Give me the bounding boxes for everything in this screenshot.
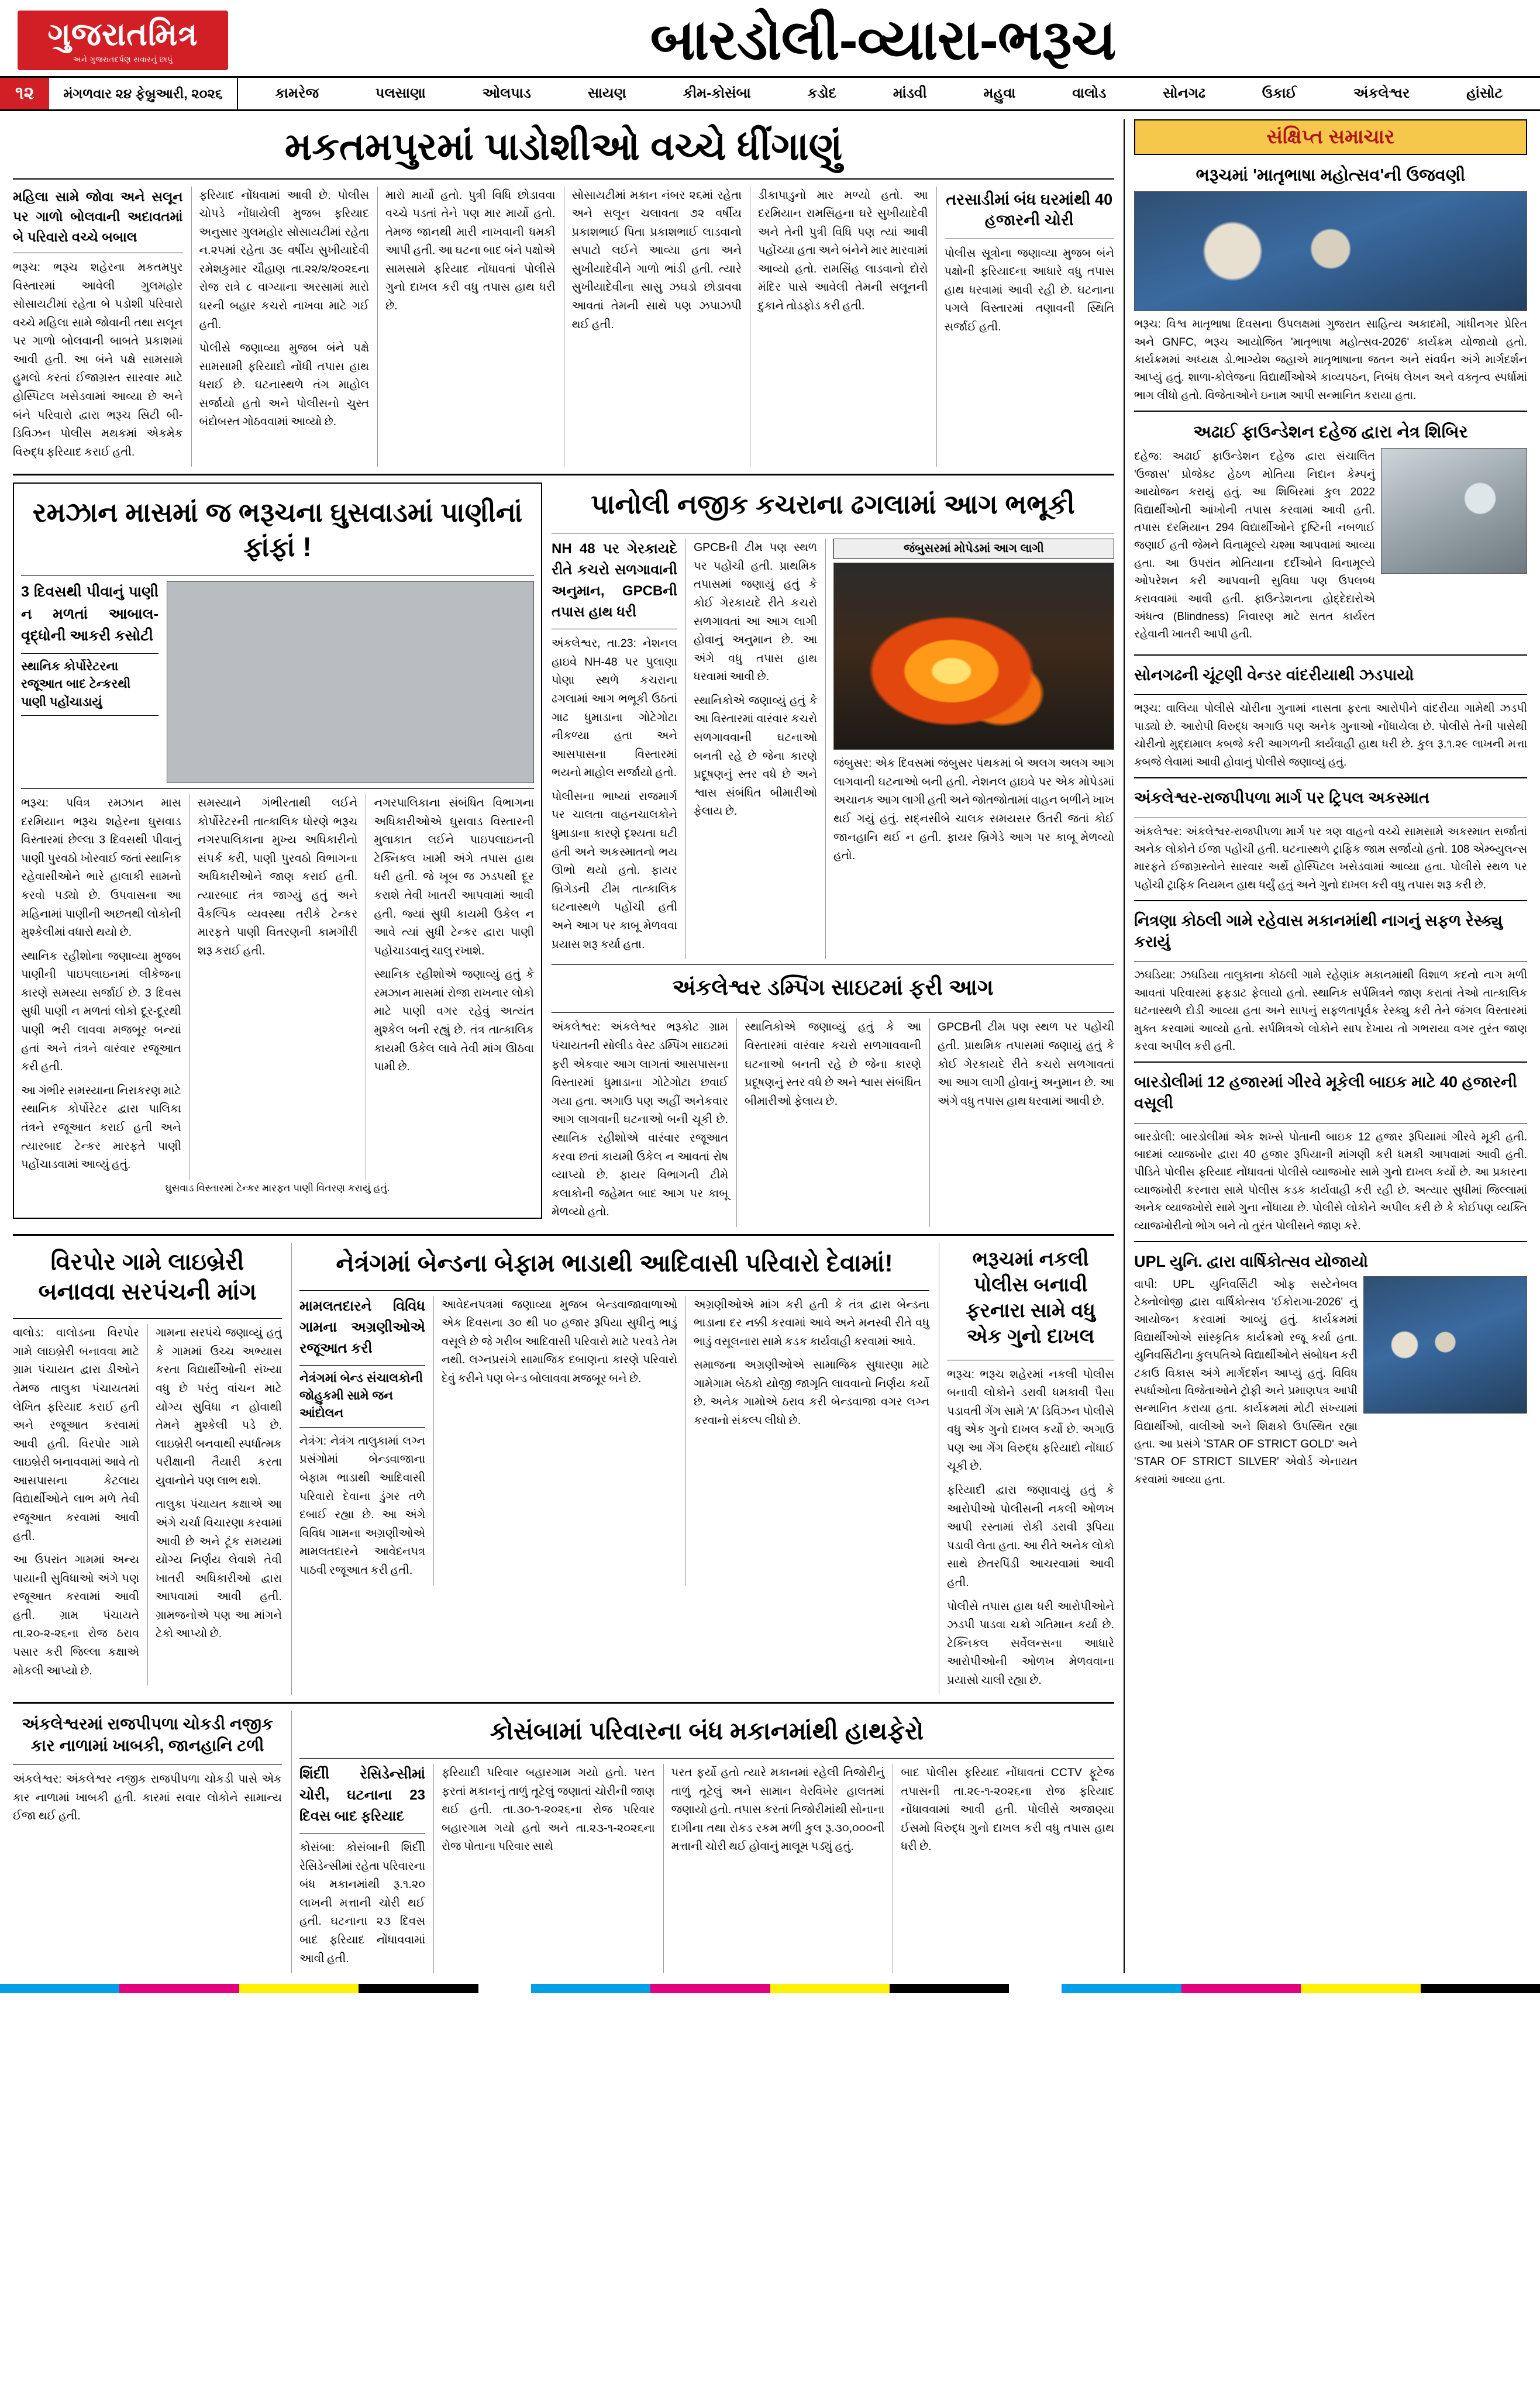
article-lead-story: [13, 119, 1114, 467]
band-para: આવેદનપત્રમાં જણાવ્યા મુજબ બેન્ડવાજાવાળાઓ એક દિવસના ૩૦ થી ૫૦ હજાર રૂપિયા સુધીનું ભાડું વસૂલે છે જે ગરીબ આદિવાસી પરિવારો માટે પરવડે તેમ નથી. લગ્નપ્રસંગે સામાજિક દબાણના કારણે પરિવારો દેવું કરીને પણ બેન્ડ બોલાવવા મજબૂર બને છે.: [442, 1298, 677, 1385]
band-col-3: [685, 1296, 929, 1586]
color-swatch: [0, 1984, 119, 1993]
masthead: [0, 0, 1540, 78]
place-item: સાયણ: [587, 85, 626, 101]
article-garbage-fire: [552, 482, 1114, 1226]
brief-news-rail: [1124, 119, 1527, 1973]
water-photo: [167, 581, 534, 783]
rail-item-body: બારડોલી: બારડોલીમાં એક શખ્સે પોતાની બાઇક 12 હજાર રૂપિયામાં ગીરવે મૂકી હતી. બાદમાં વ્યાજખોર દ્વારા 40 હજાર રૂપિયાની માંગણી કરી ધમકી આપવામાં આવી હતી. પીડિતે પોલીસ ફરિયાદ નોંધાવતાં પોલીસે વ્યાજખોર સામે ગુનો દાખલ કર્યો છે. આ પ્રકારના વ્યાજખોરી કરનારા સામે પોલીસ કડક કાર્યવાહી કરી રહી છે. અત્યાર સુધીમાં જિલ્લામાં અનેક વ્યાજખોરો સામે ગુના નોંધાયા છે. પોલીસે લોકોને અપીલ કરી છે કે કોઈપણ વ્યક્તિ વ્યાજખોરીનો ભોગ બને તો તુરંત પોલીસને જાણ કરે.: [1134, 1131, 1527, 1232]
fire-inset-caption: જંબુસરમાં મોપેડમાં આગ લાગી: [833, 539, 1114, 559]
kosamba-kicker: શિંદીી રેસિડેન્સીમાં ચોરી, ઘટનાના 23 દિવસ બાદ ફરિયાદ: [299, 1766, 425, 1825]
fourth-row: [13, 1711, 1114, 1973]
band-col-2: [433, 1296, 677, 1586]
color-swatch: [531, 1984, 650, 1993]
article-car-accident: [13, 1711, 282, 1973]
rail-item-photo: [1134, 191, 1527, 311]
ankleshwar-fire-para: અંકલેશ્વર: અંકલેશ્વર ભરૂકોટ ગ્રામ પંચાયતની સોલીડ વેસ્ટ ડમ્પિંગ સાઇટમાં ફરી એકવાર આગ લાગતાં આસપાસના વિસ્તારમાં ધુમાડાના ગોટેગોટા છવાઈ ગયા હતા. અગાઉ પણ અહીં અનેકવાર આગ લાગવાની ઘટનાઓ બની ચૂકી છે. સ્થાનિક રહીશોએ વારંવાર રજૂઆત કરવા છતાં કાયમી ઉકેલ ન આવતાં રોષ વ્યાપ્યો છે. ફાયર વિભાગની ટીમે કલાકોની જહેમત બાદ આગ પર કાબૂ મેળવ્યો હતો.: [552, 1021, 728, 1219]
kosamba-para: ફરિયાદી પરિવાર બહારગામ ગયો હતો. પરત ફરતાં મકાનનું તાળું તૂટેલું જણાતાં ચોરીની જાણ થઈ હતી. તા.૩૦-૧-૨૦૨૬ના રોજ પરિવાર બહારગામ ગયો હતો અને તા.૨૩-૧-૨૦૨૬ના રોજ પોતાના પરિવાર સાથે: [442, 1766, 655, 1853]
fire-para: પોલીસના ભાષ્યાં રાજમાર્ગ પર ચાલતા વાહનચાલકોને ધુમાડાના કારણે દૃશ્યતા ઘટી હતી અને અકસ્માતનો ભય ઊભો થયો હતો. ફાયર બ્રિગેડની ટીમ તાત્કાલિક ઘટનાસ્થળે પહોંચી હતી અને આગ પર કાબૂ મેળવવા પ્રયાસ શરૂ કર્યા હતા.: [552, 790, 677, 951]
lead-col-1: [13, 187, 183, 467]
rail-item-photo: [1363, 1276, 1527, 1414]
article-water-shortage: [13, 482, 542, 1218]
article-library: [13, 1243, 282, 1695]
library-para: તાલુકા પંચાયત કક્ષાએ આ અંગે ચર્ચા વિચારણા કરવામાં આવી છે અને ટૂંક સમયમાં યોગ્ય નિર્ણય લેવાશે તેવી ખાતરી અધિકારીઓ દ્વારા આપવામાં આવી હતી. ગ્રામજનોએ પણ આ માંગને ટેકો આપ્યો છે.: [156, 1498, 282, 1640]
place-item: વાલોડ: [1072, 85, 1107, 101]
place-item: હાંસોટ: [1466, 85, 1503, 101]
rail-item-body: ભરૂચ: વિશ્વ માતૃભાષા દિવસના ઉપલક્ષમાં ગુજરાત સાહિત્ય અકાદમી, ગાંધીનગર પ્રેરિત અને GNFC, ભરૂચ આયોજિત 'માતૃભાષા મહોત્સવ-2026' કાર્યક્રમ યોજાયો હતો. કાર્યક્રમમાં અધ્યક્ષ ડો.ભાગ્યેશ જહાએ માતૃભાષાના જતન અને સંવર્ધન અંગે માર્ગદર્શન આપ્યું હતું. શાળા-કોલેજના વિદ્યાર્થીઓએ કાવ્યપઠન, નિબંધ લેખન અને વક્તૃત્વ સ્પર્ધામાં ભાગ લીધો હતો. વિજેતાઓને ઇનામ આપી સન્માનિત કરાયા હતા.: [1134, 318, 1527, 402]
rail-item-headline: સોનગઢની ચૂંટણી વેન્ડર વાંદરીયાથી ઝડપાયો: [1134, 666, 1414, 684]
info-bar: [0, 78, 1540, 111]
library-para: વાલોડ: વાલોડના વિરપોર ગામે લાઇબ્રેરી બનાવવા માટે ગ્રામ પંચાયત દ્વારા ડીઓને તેમજ તાલુકા પંચાયતમાં લેખિત ફરિયાદ કરાઈ હતી અને રજૂઆત કરવામાં આવી હતી. વિરપોર ગામે લાઇબ્રેરી બનાવવામાં આવે તો આસપાસના કેટલાય વિદ્યાર્થીઓને લાભ મળે તેવી રજૂઆત કરવામાં આવી હતી.: [13, 1326, 139, 1543]
kosamba-col-4: [893, 1764, 1114, 1973]
library-col-2: [147, 1324, 282, 1686]
kosamba-col-3: [663, 1764, 885, 1973]
rail-banner: સંક્ષિપ્ત સમાચાર: [1134, 119, 1527, 155]
band-para: સમાજના અગ્રણીઓએ સામાજિક સુધારણા માટે ગામેગામ બેઠકો યોજી જાગૃતિ લાવવાનો નિર્ણય કર્યો છે. અનેક ગામોએ ઠરાવ કરી બેન્ડવાજા વગર લગ્ન કરવાનો સંકલ્પ લીધો છે.: [694, 1359, 929, 1428]
lead-para: ફરિયાદ નોંધવામાં આવી છે. પોલીસ ચોપડે નોંધાયેલી મુજબ ફરિયાદ અનુસાર ગુલમહોર સોસાયટીમાં રહેતા ન.૨૫માં રહેતા ૩૯ વર્ષીય સુખીયાદેવી રમેશકુમાર ચૌહાણ તા.૨૨/૨/૨૦૨૬ના રોજ રાત્રે ૮ વાગ્યાના અરસામાં મારો ઘરની બહાર કચરો નાખવા માટે ગઈ હતી.: [199, 188, 369, 331]
rail-item-headline: અંકલેશ્વર-રાજપીપળા માર્ગ પર ટ્રિપલ અકસ્માત: [1134, 788, 1429, 807]
band-kicker: મામલતદારને વિવિધ ગામના અગ્રણીઓએ રજૂઆત કરી: [299, 1298, 425, 1356]
fake-police-para: પોલીસે તપાસ હાથ ધરી આરોપીઓને ઝડપી પાડવા ચક્રો ગતિમાન કર્યા છે. ટેક્નિકલ સર્વેલન્સના આધારે આરોપીઓની ઓળખ મેળવવાના પ્રયાસો ચાલી રહ્યા છે.: [947, 1600, 1114, 1687]
lead-col-3: [377, 187, 556, 467]
color-swatch: [1301, 1984, 1420, 1993]
place-item: પલસાણા: [375, 85, 426, 101]
fire-para: જંબુસર: એક દિવસમાં જંબુસર પંથકમાં બે અલગ અલગ આગ લાગવાની ઘટનાઓ બની હતી. નેશનલ હાઇવે પર એક મોપેડમાં અચાનક આગ લાગી હતી અને જોતજોતામાં વાહન બળીને ખાખ થઈ ગયું હતું. સદ્નસીબે ચાલક સમયસર ઉતરી જતાં કોઈ જાનહાનિ થઈ ન હતી. ફાયર બ્રિગેડે આગ પર કાબૂ મેળવ્યો હતો.: [833, 757, 1114, 863]
ankleshwar-fire-col-3: [929, 1018, 1114, 1226]
water-para: સ્થાનિક રહીશોના જણાવ્યા મુજબ પાણીની પાઇપલાઇનમાં લીકેજના કારણે સમસ્યા સર્જાઈ છે. 3 દિવસ સુધી પાણી ન મળતાં લોકો દૂર-દૂરથી પાણી ભરી લાવવા મજબૂર બન્યાં હતાં અને તંત્રને વારંવાર રજૂઆત કરી હતી.: [21, 949, 181, 1074]
water-para: સ્થાનિક રહીશોએ જણાવ્યું હતું કે રમઝાન માસમાં રોજા રાખનાર લોકો માટે પાણી વગર રહેવું અત્યંત મુશ્કેલ બની રહ્યું છે. તંત્ર તાત્કાલિક કાયમી ઉકેલ લાવે તેવી માંગ ઊઠવા પામી છે.: [374, 968, 535, 1074]
place-item: કડોદ: [807, 85, 837, 101]
edition-places: [238, 78, 1540, 109]
band-col-kicker: [299, 1296, 425, 1586]
water-photo-wrap: [167, 581, 534, 783]
fire-headline: પાનોલી નજીક કચરાના ઢગલામાં આગ ભભૂકી: [591, 489, 1075, 520]
color-gap: [1009, 1984, 1062, 1993]
color-swatch: [239, 1984, 359, 1993]
water-para: નગરપાલિકાના સંબંધિત વિભાગના અધિકારીઓએ ઘુસવાડ વિસ્તારની મુલાકાત લઈને પાઇપલાઇનની ટેક્નિકલ ખામી અંગે તપાસ હાથ ધરી હતી. જે ખૂબ જ ઝડપથી દૂર કરાશે તેવી ખાતરી આપવામાં આવી હતી. જ્યાં સુધી કાયમી ઉકેલ ન આવે ત્યાં સુધી ટેન્કર દ્વારા પાણી પહોંચાડવાનું ચાલુ રખાશે.: [374, 797, 535, 957]
library-col-1: [13, 1324, 139, 1686]
rail-item-headline: અઢાઈ ફાઉન્ડેશન દહેજ દ્વારા નેત્ર શિબિર: [1193, 423, 1468, 442]
color-swatch: [359, 1984, 478, 1993]
rail-item: [1134, 1069, 1527, 1235]
rail-item: [1134, 1248, 1527, 1494]
rail-item-body: વાપી: UPL યુનિવર્સિટી ઓફ સસ્ટેનેબલ ટેક્નોલોજી દ્વારા વાર્ષિકોત્સવ 'ઈકોરાગા-2026' નું આયોજન કરવામાં આવ્યું હતું. કાર્યક્રમમાં વિદ્યાર્થીઓએ સાંસ્કૃતિક કાર્યક્રમો રજૂ કર્યા હતા. યુનિવર્સિટીના કુલપતિએ વિદ્યાર્થીઓને સંબોધન કરી ટકાઉ વિકાસ અંગે માર્ગદર્શન આપ્યું હતું. વિવિધ સ્પર્ધાઓના વિજેતાઓને ટ્રોફી અને પ્રમાણપત્ર આપી સન્માનિત કરાયા હતા. કાર્યક્રમમાં મોટી સંખ્યામાં વિદ્યાર્થીઓ, વાલીઓ અને શિક્ષકો ઉપસ્થિત રહ્યા હતા. આ પ્રસંગે 'STAR OF STRICT GOLD' અને 'STAR OF STRICT SILVER' એવોર્ડ એનાયત કરવામાં આવ્યા હતા.: [1134, 1278, 1358, 1486]
car-accident-headline: અંકલેશ્વરમાં રાજપીપળા ચોકડી નજીક કાર નાળામાં ખાબકી, જાનહાનિ ટળી: [22, 1715, 273, 1755]
library-headline: વિરપોર ગામે લાઇબ્રેરી બનાવવા સરપંચની માંગ: [38, 1249, 257, 1305]
rail-item-photo: [1381, 448, 1527, 574]
fire-para: અંકલેશ્વર, તા.23: નેશનલ હાઇવે NH-48 પર પુલાણા પોણા સ્થળે કચરાના ઢગલામાં આગ ભભૂકી ઉઠતાં ગાઢ ધુમાડાના ગોટેગોટા નીકળ્યા હતા અને આસપાસના વિસ્તારમાં ભયનો માહોલ સર્જાયો હતો.: [552, 637, 677, 780]
library-para: આ ઉપરાંત ગામમાં અન્ય પાયાની સુવિધાઓ અંગે પણ રજૂઆત કરવામાં આવી હતી. ગ્રામ પંચાયતે તા.૨૦-૨-૨૬ના રોજ ઠરાવ પસાર કરી જિલ્લા કક્ષાએ મોકલી આપ્યો છે.: [13, 1553, 139, 1677]
place-item: કીમ-કોસંબા: [683, 85, 751, 101]
fire-para: સ્થાનિકોએ જણાવ્યું હતું કે આ વિસ્તારમાં વારંવાર કચરો સળગાવવાની ઘટનાઓ બનતી રહે છે જેના કારણે પ્રદૂષણનું સ્તર વધે છે અને શ્વાસ સંબંધિત બીમારીઓ ફેલાય છે.: [694, 694, 817, 818]
rail-item-body: દહેજ: અઢાઈ ફાઉન્ડેશન દહેજ દ્વારા સંચાલિત 'ઉજાસ' પ્રોજેક્ટ હેઠળ મોતિયા નિદાન કેમ્પનું આયોજન કરાયું હતું. આ શિબિરમાં કુલ 2022 વિદ્યાર્થીઓની આંખોની તપાસ કરવામાં આવી હતી. તપાસ દરમિયાન 294 વિદ્યાર્થીઓને દૃષ્ટિની નબળાઈ જણાઈ હતી જેમને વિનામૂલ્યે ચશ્મા આપવામાં આવ્યા હતા. આ ઉપરાંત મોતિયાના દર્દીઓને વિનામૂલ્યે ઓપરેશન કરી આપવાની સુવિધા પણ ઉપલબ્ધ કરાવવામાં આવી હતી. ફાઉન્ડેશનના હોદ્દેદારોએ અંધત્વ (Blindness) નિવારણ માટે સતત કાર્યરત રહેવાની ખાતરી આપી હતી.: [1134, 450, 1375, 641]
fire-kicker: NH 48 પર ગેરકાયદે રીતે કચરો સળગાવાની અનુમાન, GPCBની તપાસ હાથ ધરી: [552, 541, 677, 621]
fire-photo: [833, 563, 1114, 750]
fire-col-2: [685, 539, 817, 959]
color-swatch: [890, 1984, 1009, 1993]
color-swatch: [1062, 1984, 1181, 1993]
fire-para: સ્થાનિકોએ જણાવ્યું હતું કે આ વિસ્તારમાં વારંવાર કચરો સળગાવવાની ઘટનાઓ બનતી રહે છે જેના કારણે પ્રદૂષણનું સ્તર વધે છે અને શ્વાસ સંબંધિત બીમારીઓ ફેલાય છે.: [745, 1021, 921, 1108]
rail-item-headline: ભરૂચમાં 'માતૃભાષા મહોત્સવ'ની ઉજવણી: [1196, 166, 1466, 185]
lead-para: મારો માર્યો હતો. પુત્રી વિધિ છોડાવવા વચ્ચે પડતાં તેને પણ માર માર્યો હતો. તેમજ જાનથી મારી નાખવાની ધમકી આપી હતી. આ ઘટના બાદ બંને પક્ષોએ સામસામે ફરિયાદ નોંધાવતાં પોલીસે ગુનો દાખલ કરી વધુ તપાસ હાથ ધરી છે.: [385, 188, 556, 312]
kosamba-para: પરત ફર્યો હતો ત્યારે મકાનમાં રહેલી તિજોરીનું તાળું તૂટેલું અને સામાન વેરવિખેર હાલતમાં જણાયો હતો. તપાસ કરતાં તિજોરીમાંથી સોનાના દાગીના તથા રોકડ રકમ મળી કુલ રૂ.૩૦,૦૦૦ની મત્તાની ચોરી થઈ હોવાનું માલૂમ પડ્યું હતું.: [671, 1766, 885, 1853]
water-para: ભરૂચ: પવિત્ર રમઝાન માસ દરમિયાન ભરૂચ શહેરના ઘુસવાડ વિસ્તારમાં છેલ્લા 3 દિવસથી પીવાનું પાણી પુરવઠો ખોરવાઈ જતાં સ્થાનિક રહેવાસીઓને ભારે હાલાકી સામનો કરવો પડ્યો છે. ઉપવાસના આ મહિનામાં પાણીની અછતથી લોકોની મુશ્કેલીમાં વધારો થયો છે.: [21, 797, 181, 939]
lead-kicker: મહિલા સામે જોવા અને સલૂન પર ગાળો બોલવાની અદાવતમાં બે પરિવારો વચ્ચે બબાલ: [13, 188, 183, 244]
water-col-1: [21, 581, 159, 783]
main-content: [13, 119, 1114, 1973]
car-accident-para: અંકલેશ્વર: અંકલેશ્વર નજીક રાજપીપળા ચોકડી પાસે એક કાર નાળામાં ખાબકી હતી. કારમાં સવાર લોકોને સામાન્ય ઈજા થઈ હતી.: [13, 1773, 282, 1823]
lead-col-6: [936, 187, 1115, 467]
fire-col-kicker: [552, 539, 677, 959]
rail-item: [1134, 161, 1527, 405]
third-row: [13, 1243, 1114, 1695]
rail-item: [1134, 661, 1527, 771]
kosamba-col-2: [433, 1764, 655, 1973]
lead-para: સોસાયટીમાં મકાન નંબર ૨૬માં રહેતા અને સલૂન ચલાવતા ૭૨ વર્ષીય પ્રકાશભાઈ પિતા પ્રકાશભાઈ લાડવાનો સપાટો લઈને આવ્યા હતા અને સુખીયાદેવીને ગાળો ભાંડી હતી. ત્યારે સુખીયાદેવીના સાસુ ઝઘડો છોડાવવા આવતાં તેમની સાથે પણ ઝપાઝપી થઈ હતી.: [571, 188, 742, 331]
place-item: ઓલપાડ: [482, 85, 531, 101]
page-body: [0, 111, 1540, 1973]
lead-headline: મકતમપુરમાં પાડોશીઓ વચ્ચે ધીંગાણું: [13, 119, 1114, 180]
library-para: ગામના સરપંચે જણાવ્યું હતું કે ગામમાં ઉચ્ચ અભ્યાસ કરતા વિદ્યાર્થીઓની સંખ્યા વધુ છે પરંતુ વાંચન માટે યોગ્ય સુવિધા ન હોવાથી તેમને મુશ્કેલી પડે છે. લાઇબ્રેરી બનવાથી સ્પર્ધાત્મક પરીક્ષાની તૈયારી કરતા યુવાનોને પણ લાભ થશે.: [156, 1326, 282, 1487]
rail-item-headline: UPL યુનિ. દ્વારા વાર્ષિકોત્સવ યોજાયો: [1134, 1252, 1369, 1270]
fake-police-para: ભરૂચ: ભરૂચ શહેરમાં નકલી પોલીસ બનાવી લોકોને ડરાવી ધમકાવી પૈસા પડાવતી ગેંગ સામે 'A' ડિવિઝન પોલીસે વધુ એક ગુનો દાખલ કર્યો છે. અગાઉ પણ આ ગેંગ વિરુદ્ધ ફરિયાદો નોંધાઈ ચૂકી છે.: [947, 1367, 1114, 1473]
water-note: સ્થાનિક કોર્પોરેટરના રજૂઆત બાદ ટેન્કરથી પાણી પહોંચાડાયું: [21, 653, 159, 716]
lead-para: પોલીસે જણાવ્યા મુજબ બંને પક્ષે સામસામી ફરિયાદો નોંધી તપાસ હાથ ધરાઈ છે. ઘટનાસ્થળે તંગ માહોલ સર્જાયો હતો અને પોલીસનો ચુસ્ત બંદોબસ્ત ગોઠવવામાં આવ્યો છે.: [199, 342, 369, 429]
page-number: ૧૨: [0, 78, 49, 109]
rail-item-body: ઝઘડિયા: ઝઘડિયા તાલુકાના કોઠલી ગામે રહેણાંક મકાનમાંથી વિશાળ કદનો નાગ મળી આવતાં પરિવારમાં ફફડાટ ફેલાયો હતો. સ્થાનિક સર્પમિત્રને જાણ કરાતાં તેઓ તાત્કાલિક ઘટનાસ્થળે દોડી આવ્યા હતા અને સાપનું સફળતાપૂર્વક રેસ્ક્યુ કરી તેને જંગલ વિસ્તારમાં મુક્ત કરવામાં આવ્યો હતો. સર્પમિત્રએ લોકોને સાપ દેખાય તો ગભરાયા વગર તુરંત જાણ કરવા અપીલ કરી હતી.: [1134, 969, 1527, 1053]
rail-item: [1134, 907, 1527, 1056]
rail-item-body: ભરૂચ: વાલિયા પોલીસે ચોરીના ગુનામાં નાસતા ફરતા આરોપીને વાંદરીયા ગામેથી ઝડપી પાડ્યો છે. આરોપી વિરુદ્ધ અગાઉ પણ અનેક ગુનાઓ નોંધાયેલા છે. પોલીસે તેની પાસેથી ચોરીનો મુદ્દામાલ કબજે કરી આગળની કાર્યવાહી હાથ ધરી છે. કુલ રૂ.૧.૨૯ લાખની મત્તા કબજે લેવામાં આવી હોવાનું પોલીસે જણાવ્યું હતું.: [1134, 702, 1527, 768]
logo-main-text: ગુજરાતમિત્ર: [47, 17, 198, 52]
place-item: ઉકાઈ: [1262, 85, 1297, 101]
fire-para: GPCBની ટીમ પણ સ્થળ પર પહોંચી હતી. પ્રાથમિક તપાસમાં જણાયું હતું કે કોઈ ગેરકાયદે રીતે કચરો સળગાવતાં આ આગ લાગી હોવાનું અનુમાન છે. આ અંગે વધુ તપાસ હાથ ધરવામાં આવી છે.: [938, 1021, 1114, 1108]
logo-sub-text: અને ગુજરાતદર્પણ સવારનું છાપું: [73, 55, 173, 64]
registration-color-bar: [0, 1984, 1540, 1993]
rail-item: [1134, 418, 1527, 649]
water-para: સમસ્યાને ગંભીરતાથી લઈને કોર્પોરેટરની તાત્કાલિક ધોરણે ભરૂચ નગરપાલિકાના મુખ્ય અધિકારીનો સંપર્ક કરી, પાણી પુરવઠો વિભાગના અધિકારીઓને જાણ કરાઈ હતી. ત્યારબાદ તંત્ર જાગ્યું હતું અને વૈકલ્પિક વ્યવસ્થા તરીકે ટેન્કર મારફતે પાણી વિતરણની કામગીરી શરૂ કરાઈ હતી.: [197, 797, 358, 957]
rail-item-body: અંકલેશ્વર: અંકલેશ્વર-રાજપીપળા માર્ગ પર ત્રણ વાહનો વચ્ચે સામસામે અકસ્માત સર્જાતાં અનેક લોકોને ઈજા પહોંચી હતી. ઘટનાસ્થળે ટ્રાફિક જામ સર્જાયો હતો. 108 એમ્બ્યુલન્સ મારફતે ઈજાગ્રસ્તોને સારવાર અર્થે હોસ્પિટલ ખસેડવામાં આવ્યા હતા. પોલીસે સ્થળ પર પહોંચી ટ્રાફિક નિયમન હાથ ધર્યું હતું અને ગુનો દાખલ કરી વધુ તપાસ શરૂ કરી છે.: [1134, 825, 1527, 891]
color-swatch: [770, 1984, 890, 1993]
water-photo-caption: ઘુસવાડ વિસ્તારમાં ટેન્કર મારફત પાણી વિતરણ કરાયું હતું.: [165, 1182, 390, 1194]
lead-col-5: [750, 187, 928, 467]
lead-columns: [13, 187, 1114, 467]
water-body-col-2: [190, 794, 358, 1180]
lead-para: ભરૂચ: ભરૂચ શહેરના મકતમપુર વિસ્તારમાં આવેલી ગુલમહોર સોસાયટીમાં રહેતા બે પડોશી પરિવારો વચ્ચે મહિલા સામે જોવાની તથા સલૂન પર ગાળો બોલવાની બાબતે પ્રકાશમાં આવી હતી. આ બંને પક્ષે સામસામે હુમલો કરતાં ઈજાગ્રસ્ત સારવાર માટે હોસ્પિટલ ખસેડવામાં આવ્યા છે અને બંને પરિવારો દ્વારા ભરૂચ સિટી બી-ડિવિઝન પોલીસ મથકમાં એકમેક વિરુદ્ધ ફરિયાદ કરાઈ હતી.: [13, 261, 183, 459]
kosamba-headline: કોસંબામાં પરિવારના બંધ મકાનમાંથી હાથફેરો: [490, 1717, 924, 1745]
water-headline: રમઝાન માસમાં જ ભરૂચના ઘુસવાડમાં પાણીનાં ફાંફાં !: [32, 497, 523, 563]
place-item: કામરેજ: [275, 85, 319, 101]
water-body-col-3: [366, 794, 534, 1180]
color-gap: [478, 1984, 531, 1993]
fire-para: GPCBની ટીમ પણ સ્થળ પર પહોંચી હતી. પ્રાથમિક તપાસમાં જણાયું હતું કે કોઈ ગેરકાયદે રીતે કચરો સળગાવતાં આ આગ લાગી હોવાનું અનુમાન છે. આ અંગે વધુ તપાસ હાથ ધરવામાં આવી છે.: [694, 541, 817, 684]
lead-col-4: [564, 187, 742, 467]
rail-item: [1134, 784, 1527, 894]
place-item: મહુવા: [983, 85, 1016, 101]
water-kicker: 3 દિવસથી પીવાનું પાણી ન મળતાં આબાલ-વૃદ્ધોની આકરી કસોટી: [21, 584, 159, 644]
place-item: અંકલેશ્વર: [1353, 85, 1410, 101]
fire-photo-col: [825, 539, 1114, 959]
place-item: માંડવી: [893, 85, 927, 101]
fake-police-headline: ભરૂચમાં નકલી પોલીસ બનાવી ફરનારા સામે વધુ એક ગુનો દાખલ: [966, 1247, 1095, 1348]
article-kosamba-theft: [291, 1711, 1114, 1973]
band-headline: નેત્રંગમાં બેન્ડના બેફામ ભાડાથી આદિવાસી પરિવારો દેવામાં!: [336, 1249, 893, 1277]
publication-logo: [18, 11, 228, 70]
dateline: મંગળવાર ૨૪ ફેબ્રુઆરી, ૨૦૨૬: [49, 78, 238, 109]
color-swatch: [1181, 1984, 1301, 1993]
color-swatch: [650, 1984, 770, 1993]
rail-item-headline: નિત્રણા કોઠલી ગામે રહેવાસ મકાનમાંથી નાગનું સફળ રેસ્ક્યુ કરાયું: [1134, 912, 1503, 950]
kosamba-para: કોસંબા: કોસંબાની શિંદીી રેસિડેન્સીમાં રહેતા પરિવારના બંધ મકાનમાંથી રૂ.૧.૨૦ લાખની મત્તાની ચોરી થઈ હતી. ઘટનાના ૨૩ દિવસ બાદ ફરિયાદ નોંધાવવામાં આવી હતી.: [299, 1841, 425, 1965]
article-band-rent: [291, 1243, 929, 1695]
theft-kicker: તરસાડીમાં બંધ ઘરમાંથી 40 હજારની ચોરી: [946, 190, 1113, 229]
color-swatch: [119, 1984, 239, 1993]
band-para: નેત્રંગ: નેત્રંગ તાલુકામાં લગ્ન પ્રસંગોમાં બેન્ડવાજાના બેફામ ભાડાથી આદિવાસી પરિવારો દેવાના ડુંગર તળે દબાઈ રહ્યા છે. આ અંગે વિવિધ ગામના અગ્રણીઓએ મામલતદારને આવેદનપત્ર પાઠવી રજૂઆત કરી હતી.: [299, 1434, 425, 1577]
fake-police-para: ફરિયાદી દ્વારા જણાવાયું હતું કે આરોપીઓ પોલીસની નકલી ઓળખ આપી રસ્તામાં રોકી ડરાવી રૂપિયા પડાવી લેતા હતા. આ રીતે અનેક લોકો સાથે છેતરપિંડી આચરવામાં આવી હતી.: [947, 1484, 1114, 1589]
band-note: નેત્રંગમાં બેન્ડ સંચાલકોની જોહુકમી સામે જન આંદોલન: [299, 1365, 425, 1428]
lead-para: ડીકાપાડુનો માર મળ્યો હતો. આ દરમિયાન રામસિંહના ઘરે સુખીયાદેવી અને તેની પુત્રી વિધિ પણ ત્યાં આવી પહોંચ્યા હતા અને બંનેને માર મારવામાં આવ્યો હતો. રામસિંહ લાડવાનો દોરો મંદિર પાસે આવેલી તેમની સલૂનની દુકાને તોડફોડ કરી હતી.: [758, 188, 928, 312]
second-row: [13, 482, 1114, 1226]
place-item: સોનગઢ: [1163, 85, 1205, 101]
water-body-col-1: [21, 794, 181, 1180]
article-fake-police: [939, 1243, 1114, 1695]
kosamba-col-kicker: [299, 1764, 425, 1973]
rail-item-headline: બારડોલીમાં 12 હજારમાં ગીરવે મૂકેલી બાઇક માટે 40 હજારની વસૂલી: [1134, 1073, 1517, 1112]
ankleshwar-fire-headline: અંકલેશ્વર ડમ્પિંગ સાઇટમાં ફરી આગ: [672, 976, 994, 1001]
lead-col-2: [191, 187, 370, 467]
edition-title: બારડોલી-વ્યારા-ભરૂચ: [650, 9, 1116, 71]
color-swatch: [1421, 1984, 1540, 1993]
ankleshwar-fire-col-1: [552, 1018, 728, 1226]
kosamba-para: બાદ પોલીસ ફરિયાદ નોંધાવતાં CCTV ફૂટેજ તપાસની તા.૨૯-૧-૨૦૨૬ના રોજ ફરિયાદ નોંધાવવામાં આવી હતી. પોલીસે અજાણ્યા ઈસમો વિરુદ્ધ ગુનો દાખલ કરી વધુ તપાસ હાથ ધરી છે.: [901, 1766, 1115, 1853]
ankleshwar-fire-col-2: [736, 1018, 921, 1226]
water-para: આ ગંભીર સમસ્યાના નિરાકરણ માટે સ્થાનિક કોર્પોરેટર દ્વારા પાલિકા તંત્રને રજૂઆત કરાઈ હતી અને ત્યારબાદ ટેન્કર મારફતે પાણી પહોંચાડવામાં આવ્યું હતું.: [21, 1084, 181, 1171]
band-para: અગ્રણીઓએ માંગ કરી હતી કે તંત્ર દ્વારા બેન્ડના ભાડાના દર નક્કી કરવામાં આવે અને મનસ્વી રીતે વધુ ભાડું વસૂલનારા સામે કડક કાર્યવાહી કરવામાં આવે.: [694, 1298, 929, 1348]
lead-para: પોલીસ સૂત્રોના જણાવ્યા મુજબ બંને પક્ષોની ફરિયાદના આધારે વધુ તપાસ હાથ ધરવામાં આવી રહી છે. ઘટનાના પગલે વિસ્તારમાં તણાવની સ્થિતિ સર્જાઈ હતી.: [944, 246, 1114, 334]
